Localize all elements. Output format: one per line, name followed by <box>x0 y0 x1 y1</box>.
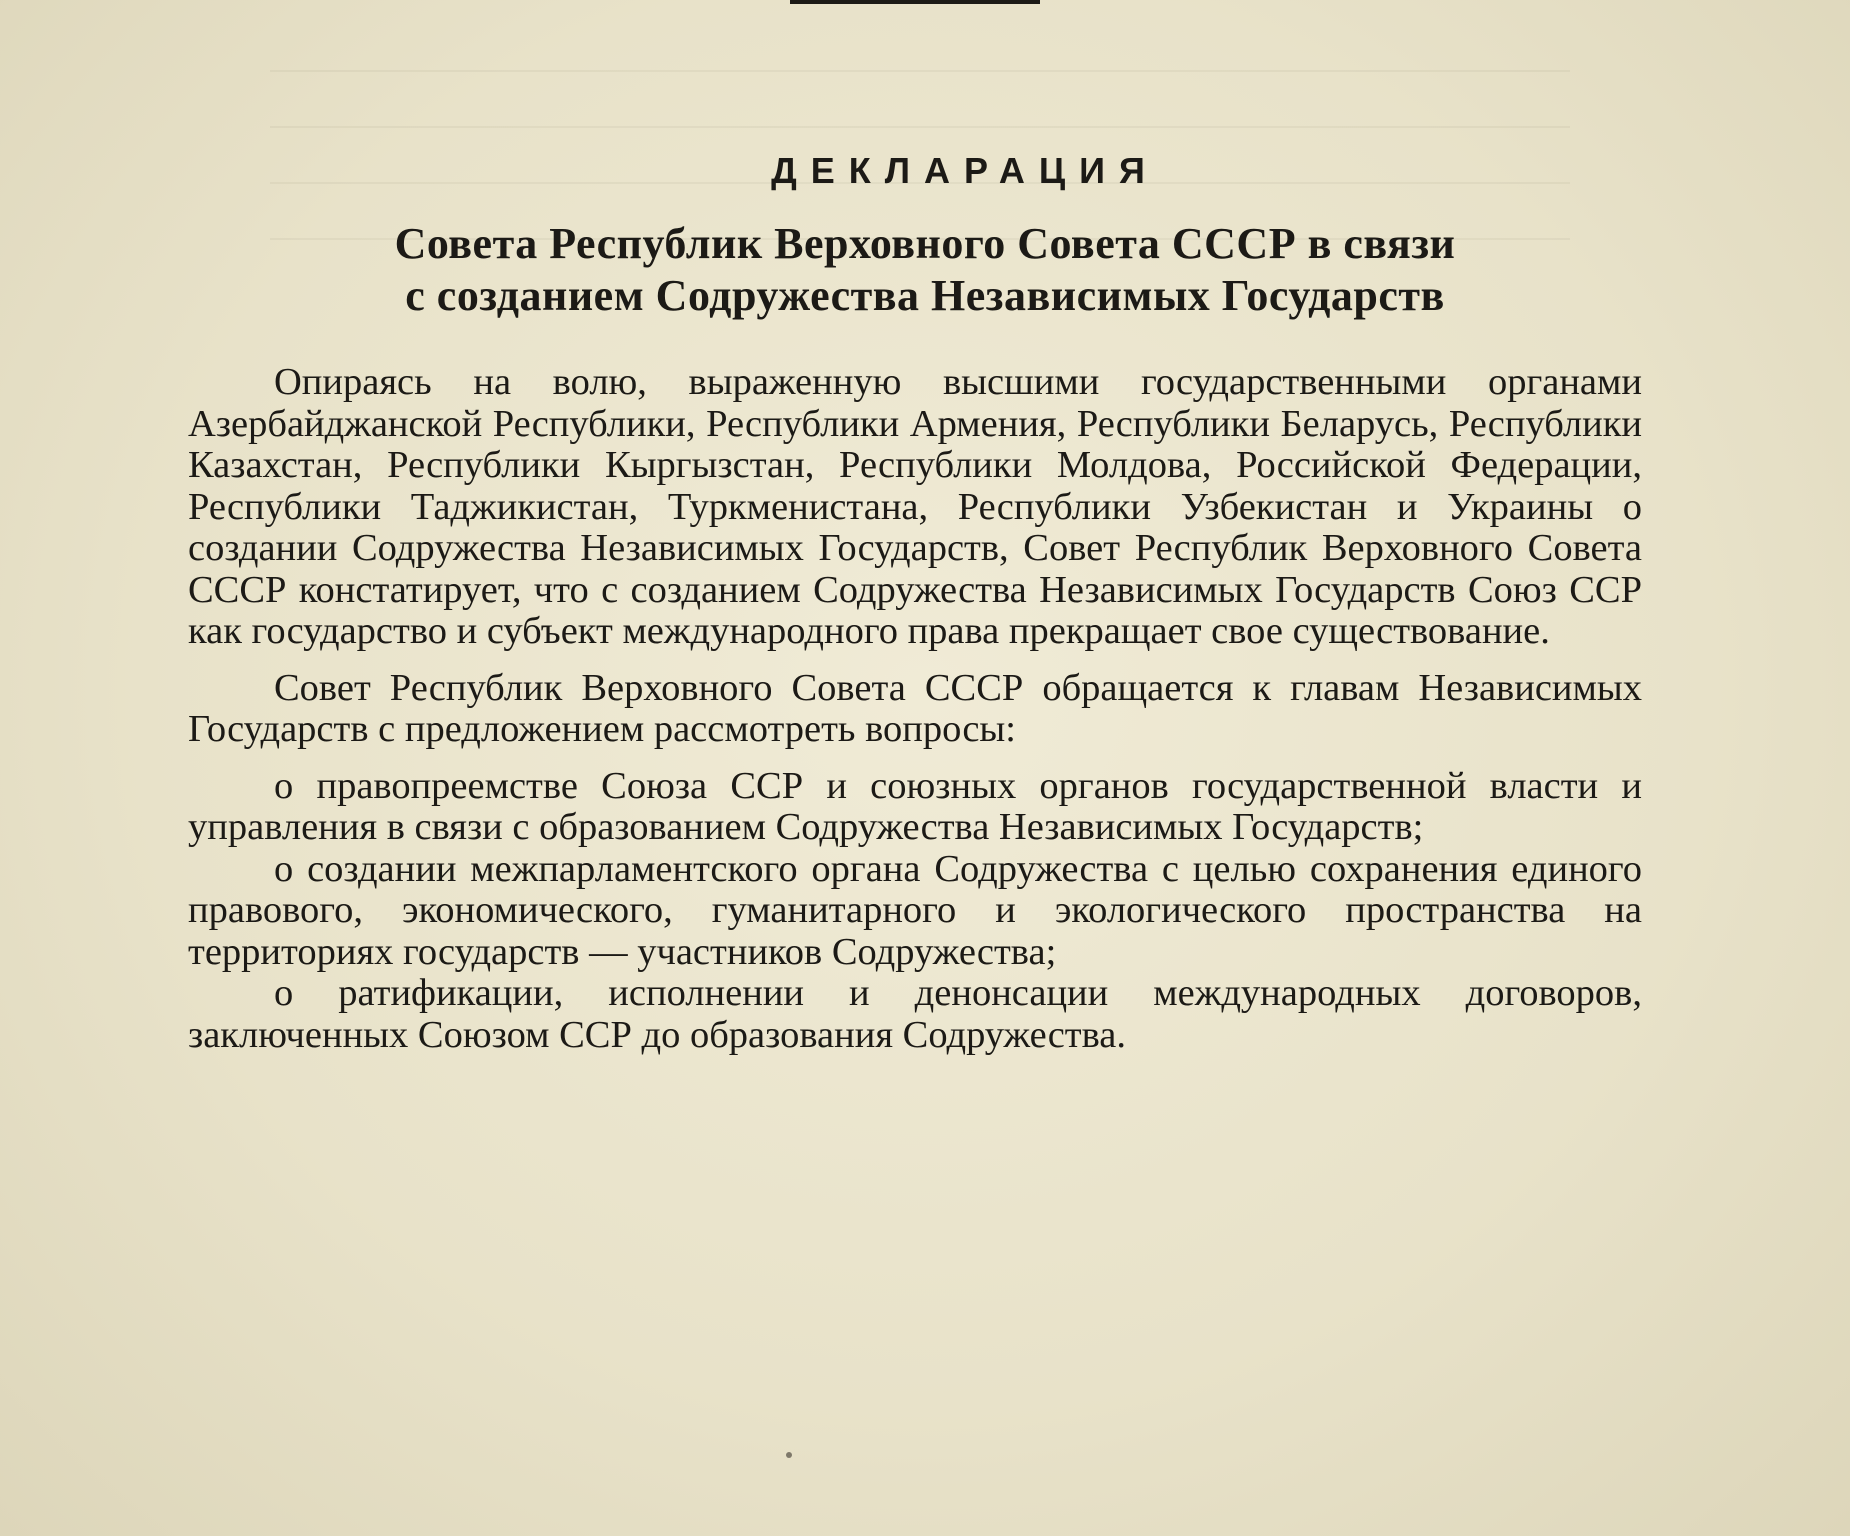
paragraph-interparliamentary: о создании межпарламентского органа Содружества с целью сохранения единого правового, экономического, гуманитарного и экологического пространства на территориях государств — участников Содружества; <box>188 847 1642 973</box>
paragraph-appeal: Совет Республик Верховного Совета СССР обращается к главам Независимых Государств с предложением рассмотреть вопросы: <box>188 666 1642 750</box>
paragraph-succession: о правопреемстве Союза ССР и союзных органов государственной власти и управления в связи с образованием Содружества Независимых Государств; <box>188 764 1642 848</box>
subtitle-line-2: с созданием Содружества Независимых Государств <box>405 271 1445 320</box>
paragraph-treaties: о ратификации, исполнении и денонсации международных договоров, заключенных Союзом ССР до образования Содружества. <box>188 972 1642 1056</box>
document-subtitle <box>260 218 1590 322</box>
subtitle-line-1: Совета Республик Верховного Совета СССР в связи <box>394 219 1456 268</box>
document-body <box>188 362 1642 1056</box>
paper-speck <box>786 1452 792 1458</box>
paragraph-preamble: Опираясь на волю, выраженную высшими государственными органами Азербайджанской Республики, Республики Армения, Республики Беларусь, Республики Казахстан, Республики Кыргызстан, Республики Молдова, Российской Федерации, Республики Таджикистан, Туркменистана, Республики Узбекистан и Украины о создании Содружества Независимых Государств, Совет Республик Верховного Совета СССР констатирует, что с созданием Содружества Независимых Государств Союз ССР как государство и субъект международного права прекращает свое существование. <box>188 361 1642 652</box>
top-rule <box>790 0 1040 4</box>
bleed-through-text <box>270 20 1570 244</box>
document-heading: ДЕКЛАРАЦИЯ <box>771 150 1159 191</box>
